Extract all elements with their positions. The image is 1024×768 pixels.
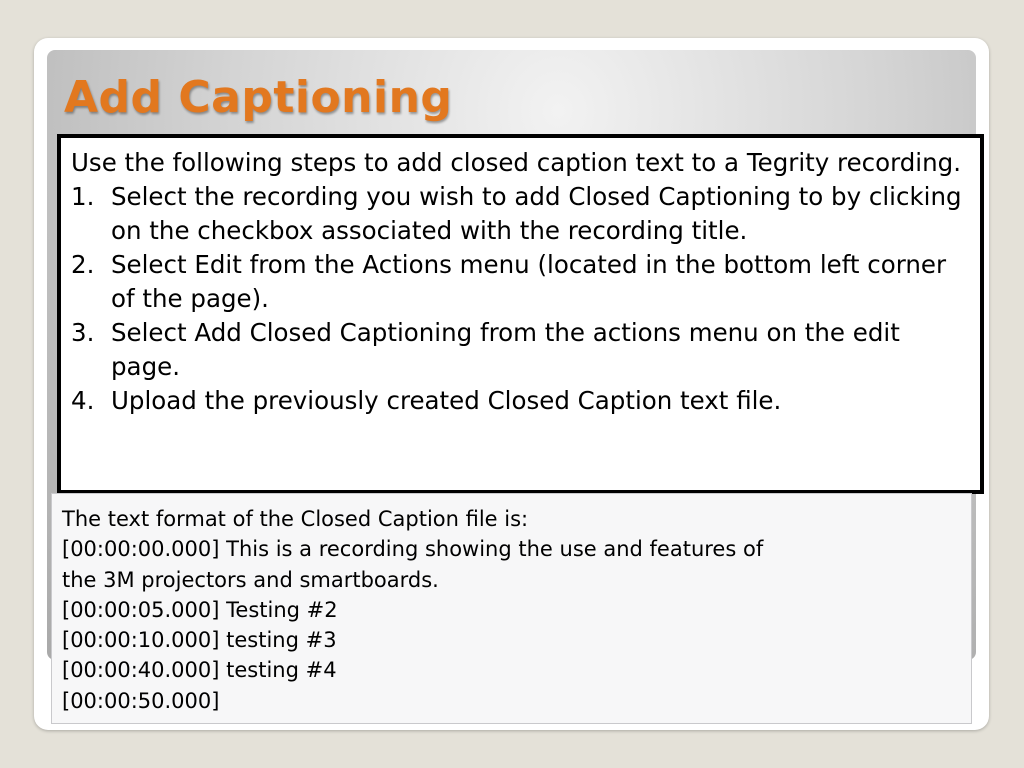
step-text: Select Edit from the Actions menu (located in the bottom left corner of the page). [111, 250, 947, 313]
step-item [71, 180, 974, 248]
step-text: Upload the previously created Closed Caption text file. [111, 386, 782, 415]
step-text: Select Add Closed Captioning from the actions menu on the edit page. [111, 318, 900, 381]
format-line: the 3M projectors and smartboards. [62, 567, 439, 592]
step-number: 2. [71, 250, 95, 279]
slide-title: Add Captioning [64, 72, 453, 123]
format-line: [00:00:05.000] Testing #2 [62, 597, 338, 622]
intro-text: Use the following steps to add closed caption text to a Tegrity recording. [71, 148, 961, 177]
step-number: 3. [71, 318, 95, 347]
format-line: [00:00:50.000] [62, 688, 220, 713]
step-text: Select the recording you wish to add Closed Captioning to by clicking on the checkbox associated with the recording title. [111, 182, 962, 245]
format-line: [00:00:10.000] testing #3 [62, 628, 337, 653]
steps-text-box [57, 134, 984, 494]
step-item [71, 248, 974, 316]
step-item [71, 316, 974, 384]
step-item [71, 384, 974, 418]
format-line: [00:00:40.000] testing #4 [62, 658, 337, 683]
format-line: The text format of the Closed Caption file is: [62, 507, 529, 531]
step-number: 4. [71, 386, 95, 415]
caption-format-box [51, 493, 972, 724]
format-line: [00:00:00.000] This is a recording showing the use and features of [62, 537, 764, 562]
step-number: 1. [71, 182, 95, 211]
